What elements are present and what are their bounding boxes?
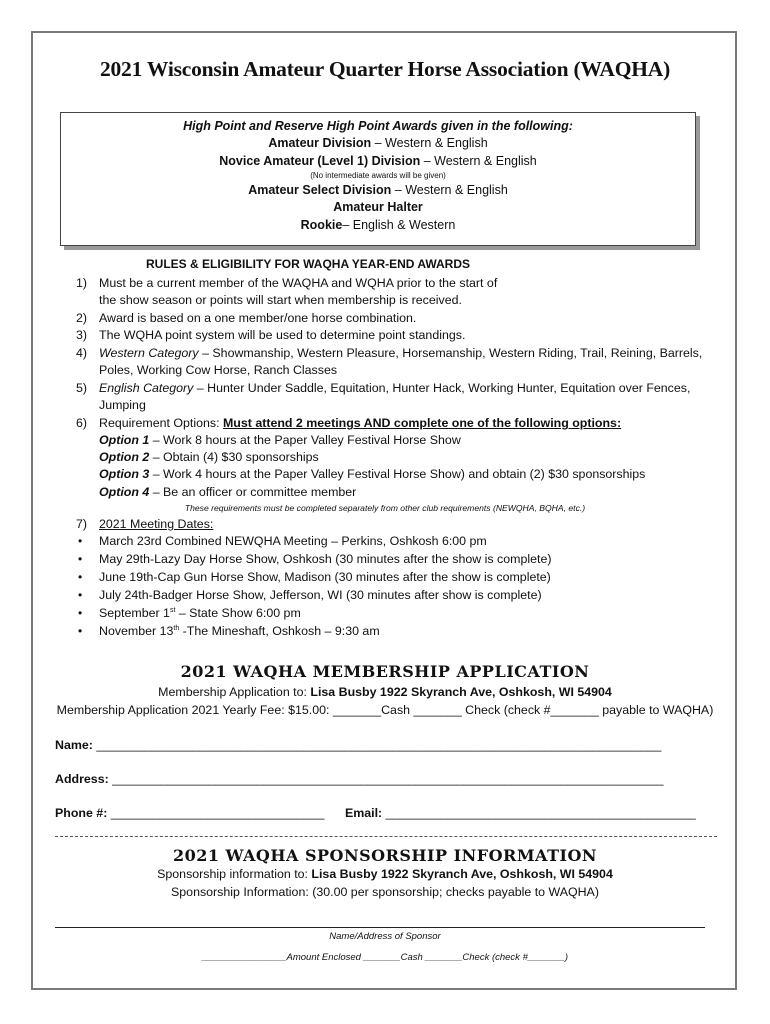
rules-heading: RULES & ELIGIBILITY FOR WAQHA YEAR-END AWARDS bbox=[146, 257, 471, 271]
bullet-icon: • bbox=[78, 552, 83, 566]
rule-5-cont: Jumping bbox=[99, 398, 146, 412]
sponsorship-address: Sponsorship information to: Lisa Busby 1922 Skyranch Ave, Oshkosh, WI 54904 bbox=[157, 867, 613, 881]
sponsor-name-line[interactable] bbox=[55, 927, 705, 928]
option-1: Option 1 – Work 8 hours at the Paper Valley Festival Horse Show bbox=[99, 433, 461, 447]
award-amateur: Amateur Division – Western & English bbox=[268, 136, 488, 150]
bullet-icon: • bbox=[78, 588, 83, 602]
award-select: Amateur Select Division – Western & English bbox=[248, 183, 508, 197]
membership-title: 2021 WAQHA MEMBERSHIP APPLICATION bbox=[180, 662, 590, 681]
rule-1-cont: the show season or points will start when membership is received. bbox=[99, 293, 462, 307]
sponsorship-title: 2021 WAQHA SPONSORSHIP INFORMATION bbox=[172, 846, 598, 865]
option-2: Option 2 – Obtain (4) $30 sponsorships bbox=[99, 450, 319, 464]
award-rookie: Rookie– English & Western bbox=[300, 218, 456, 232]
rule-4-cont: Poles, Working Cow Horse, Ranch Classes bbox=[99, 363, 338, 377]
document-title: 2021 Wisconsin Amateur Quarter Horse Association (WAQHA) bbox=[99, 57, 671, 81]
rule-number: 5) bbox=[76, 381, 88, 395]
awards-box bbox=[60, 112, 696, 246]
bullet-icon: • bbox=[78, 606, 83, 620]
sponsor-name-caption: Name/Address of Sponsor bbox=[329, 931, 441, 942]
rule-number: 3) bbox=[76, 328, 88, 342]
rule-1: Must be a current member of the WAQHA and WQHA prior to the start of bbox=[99, 276, 498, 290]
rule-2: Award is based on a one member/one horse combination. bbox=[99, 311, 417, 325]
meeting-item: July 24th-Badger Horse Show, Jefferson, WI (30 minutes after show is complete) bbox=[99, 588, 542, 602]
awards-heading: High Point and Reserve High Point Awards given in the following: bbox=[183, 119, 573, 133]
rule-3: The WQHA point system will be used to determine point standings. bbox=[99, 328, 466, 342]
email-field[interactable]: Email: _____________________________________________ bbox=[345, 806, 696, 820]
rule-number: 2) bbox=[76, 311, 88, 325]
award-no-intermediate-note: (No intermediate awards will be given) bbox=[310, 171, 446, 180]
name-field[interactable]: Name: __________________________________________________________________________________ bbox=[55, 738, 662, 752]
phone-field[interactable]: Phone #: _______________________________ bbox=[55, 806, 325, 820]
bullet-icon: • bbox=[78, 534, 83, 548]
bullet-icon: • bbox=[78, 624, 83, 638]
meeting-item: March 23rd Combined NEWQHA Meeting – Perkins, Oshkosh 6:00 pm bbox=[99, 534, 487, 548]
address-field[interactable]: Address: ________________________________________________________________________________ bbox=[55, 772, 664, 786]
meeting-item: November 13th -The Mineshaft, Oshkosh – 9:30 am bbox=[99, 624, 380, 638]
meeting-dates-heading: 2021 Meeting Dates: bbox=[99, 517, 214, 531]
rule-number: 7) bbox=[76, 517, 88, 531]
option-4: Option 4 – Be an officer or committee member bbox=[99, 485, 357, 499]
rule-number: 1) bbox=[76, 276, 88, 290]
award-halter: Amateur Halter bbox=[333, 200, 423, 214]
rule-5: English Category – Hunter Under Saddle, Equitation, Hunter Hack, Working Hunter, Equitation over Fences, bbox=[99, 381, 691, 395]
award-novice: Novice Amateur (Level 1) Division – Western & English bbox=[219, 154, 537, 168]
sponsorship-info: Sponsorship Information: (30.00 per sponsorship; checks payable to WAQHA) bbox=[171, 885, 599, 899]
cut-line-divider bbox=[55, 836, 717, 837]
membership-address: Membership Application to: Lisa Busby 1922 Skyranch Ave, Oshkosh, WI 54904 bbox=[158, 685, 612, 699]
meeting-item: September 1st – State Show 6:00 pm bbox=[99, 606, 301, 620]
membership-fee: Membership Application 2021 Yearly Fee: $15.00: _______Cash _______ Check (check #_______ payable to WAQHA) bbox=[56, 703, 714, 717]
meeting-item: June 19th-Cap Gun Horse Show, Madison (30 minutes after the show is complete) bbox=[99, 570, 551, 584]
rule-number: 4) bbox=[76, 346, 88, 360]
meeting-item: May 29th-Lazy Day Horse Show, Oshkosh (30 minutes after the show is complete) bbox=[99, 552, 552, 566]
bullet-icon: • bbox=[78, 570, 83, 584]
rule-number: 6) bbox=[76, 416, 88, 430]
rule-6: Requirement Options: Must attend 2 meetings AND complete one of the following options: bbox=[99, 416, 622, 430]
option-3: Option 3 – Work 4 hours at the Paper Valley Festival Horse Show) and obtain (2) $30 sponsorships bbox=[99, 467, 646, 481]
amount-enclosed-line[interactable]: ________________Amount Enclosed _______Cash _______Check (check #_______) bbox=[201, 952, 569, 963]
rule-4: Western Category – Showmanship, Western Pleasure, Horsemanship, Western Riding, Trail, Reining, Barrels, bbox=[99, 346, 703, 360]
requirements-note: These requirements must be completed separately from other club requirements (NEWQHA, BQHA, etc.) bbox=[184, 503, 586, 513]
